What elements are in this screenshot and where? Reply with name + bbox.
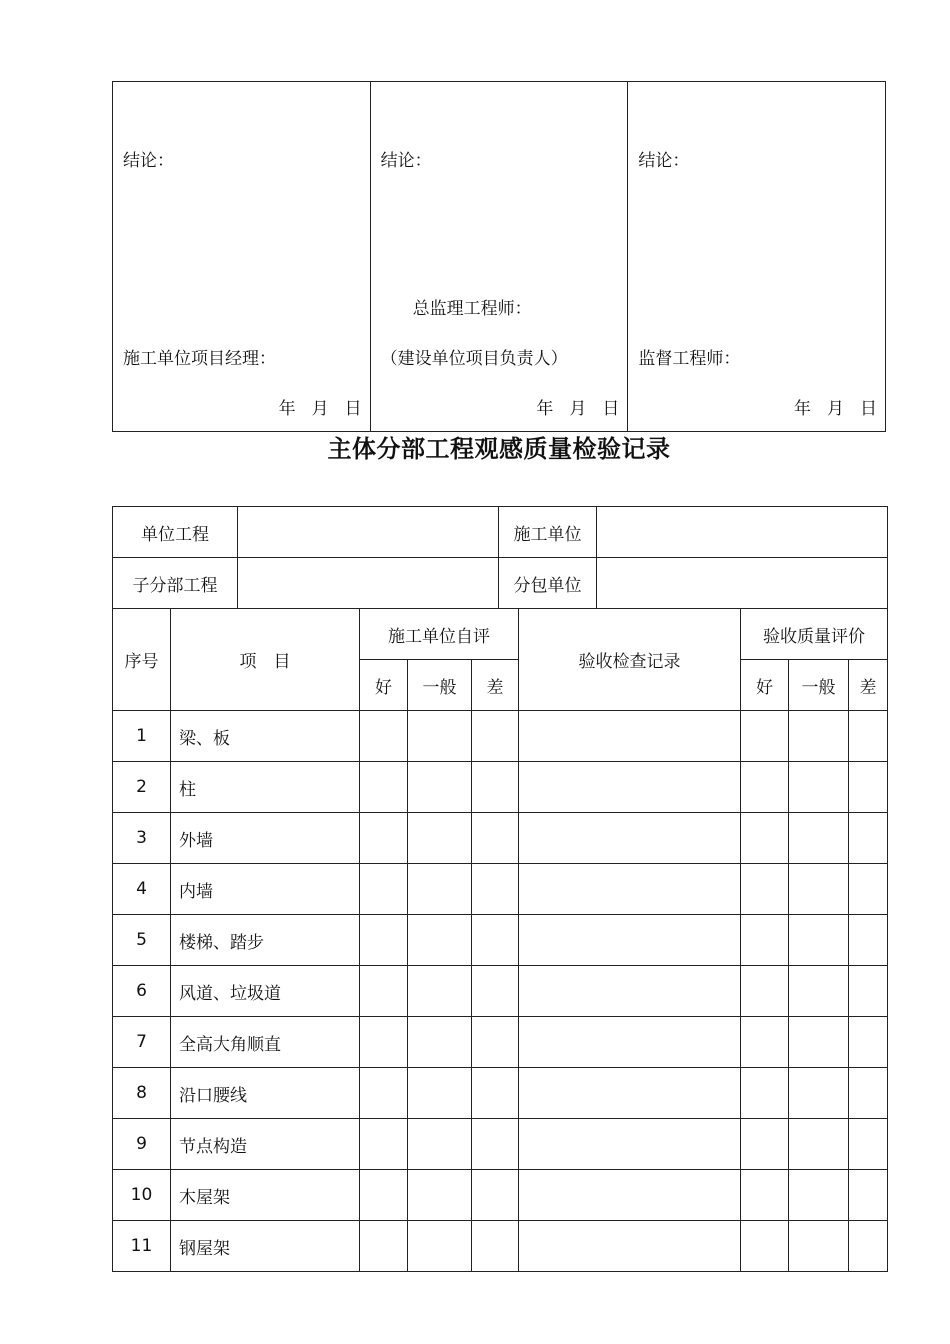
accept-poor-cell[interactable]: [849, 864, 888, 915]
accept-good-cell[interactable]: [741, 1017, 789, 1068]
row-item-name: 风道、垃圾道: [171, 966, 360, 1017]
table-row: [113, 1170, 888, 1221]
row-item-name: 内墙: [171, 864, 360, 915]
row-number: 2: [113, 762, 171, 813]
row-item-name: 节点构造: [171, 1119, 360, 1170]
accept-fair-cell[interactable]: [789, 1017, 849, 1068]
accept-fair-cell[interactable]: [789, 1068, 849, 1119]
accept-poor-cell[interactable]: [849, 762, 888, 813]
row-number: 11: [113, 1221, 171, 1272]
accept-good-cell[interactable]: [741, 813, 789, 864]
table-row: [113, 1119, 888, 1170]
self-poor-cell[interactable]: [472, 762, 519, 813]
self-poor-cell[interactable]: [472, 1068, 519, 1119]
table-row: [113, 813, 888, 864]
accept-poor-cell[interactable]: [849, 1017, 888, 1068]
accept-good-cell[interactable]: [741, 1068, 789, 1119]
row-number: 10: [113, 1170, 171, 1221]
row-item-name: 沿口腰线: [171, 1068, 360, 1119]
year-label: 年: [536, 399, 554, 419]
accept-fair-cell[interactable]: [789, 864, 849, 915]
table-row: [113, 762, 888, 813]
self-fair-cell[interactable]: [408, 1017, 472, 1068]
owner-representative-label: （建设单位项目负责人）: [380, 349, 568, 369]
self-good-cell[interactable]: [360, 762, 408, 813]
inspection-record-cell[interactable]: [519, 1068, 741, 1119]
conclusion-label: 结论：: [380, 151, 432, 171]
date-line: [794, 394, 877, 419]
self-eval-header: 施工单位自评: [360, 609, 519, 660]
row-item-name: 木屋架: [171, 1170, 360, 1221]
accept-good-cell[interactable]: [741, 762, 789, 813]
self-poor-cell[interactable]: [472, 1119, 519, 1170]
accept-good-cell[interactable]: [741, 1170, 789, 1221]
inspection-record-cell[interactable]: [519, 762, 741, 813]
inspection-record-cell[interactable]: [519, 966, 741, 1017]
accept-fair-cell[interactable]: [789, 966, 849, 1017]
self-fair-cell[interactable]: [408, 966, 472, 1017]
accept-poor-cell[interactable]: [849, 1068, 888, 1119]
accept-good-header: 好: [741, 660, 789, 711]
accept-good-cell[interactable]: [741, 1119, 789, 1170]
row-item-name: 钢屋架: [171, 1221, 360, 1272]
accept-fair-cell[interactable]: [789, 762, 849, 813]
row-number: 9: [113, 1119, 171, 1170]
accept-poor-cell[interactable]: [849, 915, 888, 966]
self-good-cell[interactable]: [360, 1221, 408, 1272]
page-title: 主体分部工程观感质量检验记录: [327, 435, 671, 463]
unit-project-row: [113, 507, 888, 558]
table-row: [113, 1221, 888, 1272]
accept-poor-cell[interactable]: [849, 1170, 888, 1221]
month-label: 月: [569, 399, 587, 419]
subcontractor-label: 分包单位: [499, 558, 597, 609]
self-poor-cell[interactable]: [472, 711, 519, 762]
day-label: 日: [602, 399, 620, 419]
row-item-name: 梁、板: [171, 711, 360, 762]
month-label: 月: [827, 399, 845, 419]
self-fair-header: 一般: [408, 660, 472, 711]
unit-project-label: 单位工程: [113, 507, 238, 558]
accept-fair-cell[interactable]: [789, 1170, 849, 1221]
contractor-signoff-cell: [113, 82, 371, 431]
sub-project-label: 子分部工程: [113, 558, 238, 609]
self-good-cell[interactable]: [360, 1170, 408, 1221]
month-label: 月: [311, 399, 329, 419]
self-good-cell[interactable]: [360, 1119, 408, 1170]
accept-poor-cell[interactable]: [849, 1119, 888, 1170]
supervision-engineer-label: 监督工程师：: [638, 349, 741, 369]
inspector-signoff-cell: [628, 82, 885, 431]
row-number: 4: [113, 864, 171, 915]
subcontractor-field[interactable]: [597, 558, 888, 609]
accept-good-cell[interactable]: [741, 915, 789, 966]
unit-project-field[interactable]: [238, 507, 499, 558]
seq-header: 序号: [113, 609, 171, 711]
inspection-record-cell[interactable]: [519, 1221, 741, 1272]
sub-project-row: [113, 558, 888, 609]
contractor-label: 施工单位: [499, 507, 597, 558]
accept-good-cell[interactable]: [741, 966, 789, 1017]
row-number: 5: [113, 915, 171, 966]
accept-good-cell[interactable]: [741, 711, 789, 762]
accept-fair-cell[interactable]: [789, 1119, 849, 1170]
day-label: 日: [344, 399, 362, 419]
supervisor-signoff-cell: [371, 82, 629, 431]
row-number: 8: [113, 1068, 171, 1119]
accept-fair-cell[interactable]: [789, 1221, 849, 1272]
accept-poor-header: 差: [849, 660, 888, 711]
self-fair-cell[interactable]: [408, 1170, 472, 1221]
row-item-name: 柱: [171, 762, 360, 813]
row-item-name: 外墙: [171, 813, 360, 864]
self-poor-cell[interactable]: [472, 1221, 519, 1272]
self-good-header: 好: [360, 660, 408, 711]
self-fair-cell[interactable]: [408, 813, 472, 864]
self-fair-cell[interactable]: [408, 711, 472, 762]
table-row: [113, 711, 888, 762]
self-poor-cell[interactable]: [472, 1017, 519, 1068]
self-fair-cell[interactable]: [408, 864, 472, 915]
self-poor-cell[interactable]: [472, 813, 519, 864]
self-fair-cell[interactable]: [408, 762, 472, 813]
conclusion-label: 结论：: [638, 151, 690, 171]
sub-project-field[interactable]: [238, 558, 499, 609]
signoff-table: [112, 81, 886, 432]
accept-fair-cell[interactable]: [789, 813, 849, 864]
inspection-record-cell[interactable]: [519, 915, 741, 966]
contractor-field[interactable]: [597, 507, 888, 558]
self-good-cell[interactable]: [360, 1017, 408, 1068]
day-label: 日: [860, 399, 878, 419]
inspection-record-cell[interactable]: [519, 1017, 741, 1068]
self-poor-cell[interactable]: [472, 915, 519, 966]
self-good-cell[interactable]: [360, 1068, 408, 1119]
accept-fair-header: 一般: [789, 660, 849, 711]
self-good-cell[interactable]: [360, 813, 408, 864]
table-row: [113, 1017, 888, 1068]
accept-poor-cell[interactable]: [849, 966, 888, 1017]
date-line: [536, 394, 619, 419]
date-line: [279, 394, 362, 419]
inspection-record-table: [112, 506, 888, 1272]
row-item-name: 楼梯、踏步: [171, 915, 360, 966]
self-poor-cell[interactable]: [472, 1170, 519, 1221]
year-label: 年: [278, 399, 296, 419]
conclusion-label: 结论：: [123, 151, 174, 171]
accept-good-cell[interactable]: [741, 864, 789, 915]
accept-poor-cell[interactable]: [849, 711, 888, 762]
inspection-record-cell[interactable]: [519, 711, 741, 762]
self-poor-header: 差: [472, 660, 519, 711]
row-number: 6: [113, 966, 171, 1017]
accept-good-cell[interactable]: [741, 1221, 789, 1272]
self-fair-cell[interactable]: [408, 1119, 472, 1170]
row-number: 1: [113, 711, 171, 762]
self-fair-cell[interactable]: [408, 1221, 472, 1272]
row-item-name: 全高大角顺直: [171, 1017, 360, 1068]
item-header: 项 目: [171, 609, 360, 711]
accept-poor-cell[interactable]: [849, 813, 888, 864]
self-poor-cell[interactable]: [472, 966, 519, 1017]
table-row: [113, 915, 888, 966]
inspection-record-cell[interactable]: [519, 1119, 741, 1170]
self-good-cell[interactable]: [360, 915, 408, 966]
inspection-record-cell[interactable]: [519, 813, 741, 864]
accept-fair-cell[interactable]: [789, 711, 849, 762]
inspection-record-cell[interactable]: [519, 864, 741, 915]
table-row: [113, 966, 888, 1017]
row-number: 7: [113, 1017, 171, 1068]
self-good-cell[interactable]: [360, 966, 408, 1017]
accept-poor-cell[interactable]: [849, 1221, 888, 1272]
table-row: [113, 1068, 888, 1119]
year-label: 年: [794, 399, 812, 419]
inspection-record-header: 验收检查记录: [519, 609, 741, 711]
acceptance-eval-header: 验收质量评价: [741, 609, 888, 660]
row-number: 3: [113, 813, 171, 864]
self-fair-cell[interactable]: [408, 915, 472, 966]
accept-fair-cell[interactable]: [789, 915, 849, 966]
self-poor-cell[interactable]: [472, 864, 519, 915]
chief-supervisor-label: 总监理工程师：: [412, 299, 532, 319]
column-header-row: [113, 609, 888, 660]
self-good-cell[interactable]: [360, 864, 408, 915]
self-fair-cell[interactable]: [408, 1068, 472, 1119]
inspection-record-cell[interactable]: [519, 1170, 741, 1221]
self-good-cell[interactable]: [360, 711, 408, 762]
project-manager-label: 施工单位项目经理：: [123, 349, 276, 369]
table-row: [113, 864, 888, 915]
